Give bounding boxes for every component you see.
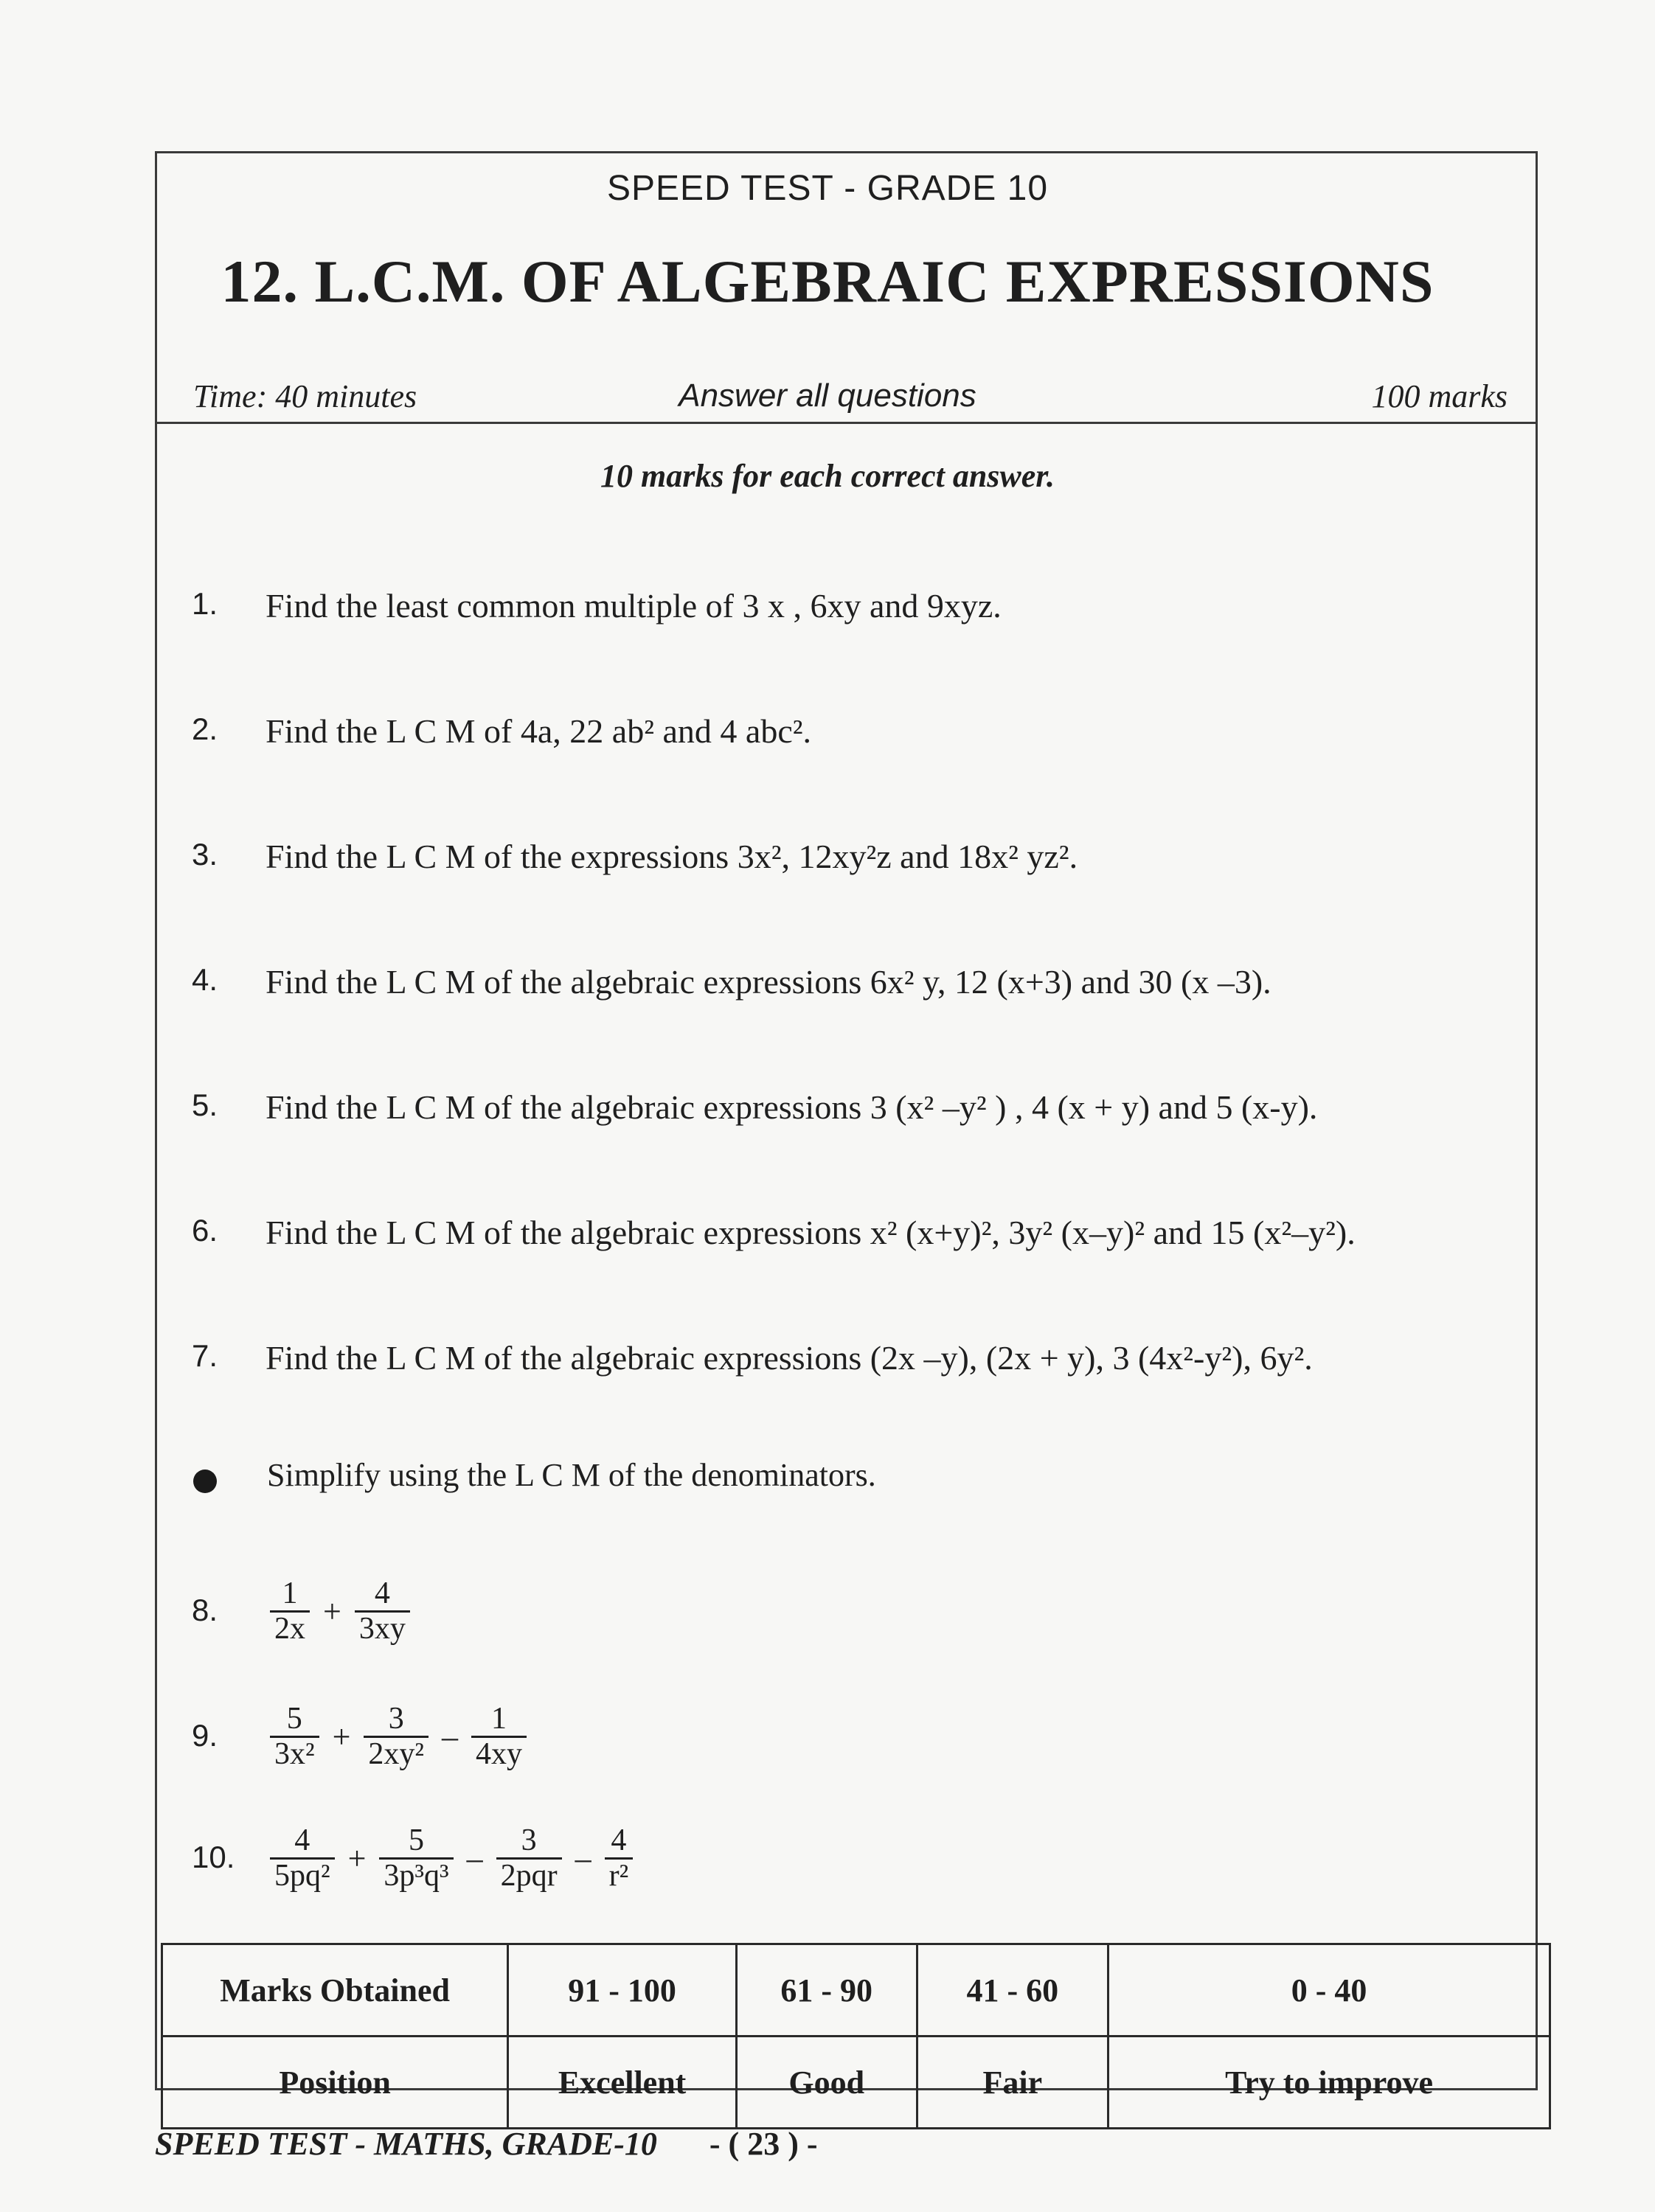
table-cell: Excellent <box>508 2037 737 2129</box>
table-row <box>162 1944 1550 2037</box>
fraction <box>379 1824 453 1891</box>
fraction <box>270 1577 310 1644</box>
simplify-heading-text: Simplify using the L C M of the denominators. <box>267 1457 876 1493</box>
table-cell: 41 - 60 <box>917 1944 1108 2037</box>
numerator: 1 <box>282 1576 298 1611</box>
denominator: 3xy <box>355 1610 410 1645</box>
question-number: 3. <box>192 837 218 872</box>
test-subtitle: SPEED TEST - GRADE 10 <box>606 169 1049 208</box>
table-cell: Position <box>162 2037 508 2129</box>
instruction: Answer all questions <box>679 378 976 414</box>
table-cell: 91 - 100 <box>508 1944 737 2037</box>
question-text: Find the L C M of the algebraic expressions 6x² y, 12 (x+3) and 30 (x –3). <box>266 963 1271 1001</box>
denominator: 2xy² <box>364 1736 429 1770</box>
time-limit: Time: 40 minutes <box>193 378 417 414</box>
page-footer <box>155 2125 818 2163</box>
numerator: 5 <box>286 1702 302 1736</box>
question-text: Find the L C M of the algebraic expressions (2x –y), (2x + y), 3 (4x²-y²), 6y². <box>266 1339 1313 1377</box>
page-number: - ( 23 ) - <box>709 2126 818 2162</box>
table-cell: Good <box>736 2037 917 2129</box>
denominator: 5pq² <box>270 1857 335 1892</box>
fraction <box>496 1824 562 1891</box>
fraction-expression <box>266 1696 531 1777</box>
question-number: 8. <box>192 1593 218 1627</box>
denominator: 2pqr <box>496 1857 562 1892</box>
question-number: 10. <box>192 1840 235 1874</box>
table-cell: Try to improve <box>1108 2037 1550 2129</box>
fraction <box>270 1824 335 1891</box>
question-number: 9. <box>192 1718 218 1753</box>
numerator: 3 <box>388 1702 404 1736</box>
fraction <box>605 1824 634 1891</box>
numerator: 4 <box>374 1576 390 1611</box>
denominator: r² <box>605 1857 634 1892</box>
fraction <box>471 1703 527 1770</box>
question-number: 4. <box>192 962 218 997</box>
total-marks: 100 marks <box>1371 378 1507 414</box>
fraction <box>270 1703 319 1770</box>
grading-table <box>161 1943 1551 2129</box>
question-text: Find the L C M of the algebraic expressions 3 (x² –y² ) , 4 (x + y) and 5 (x-y). <box>266 1088 1318 1126</box>
operator: + <box>323 1593 341 1630</box>
question-number: 5. <box>192 1088 218 1122</box>
table-cell: Marks Obtained <box>162 1944 508 2037</box>
question-number: 7. <box>192 1338 218 1373</box>
fraction-expression <box>266 1818 637 1899</box>
operator: – <box>442 1718 459 1755</box>
numerator: 5 <box>409 1823 425 1858</box>
page-title: 12. L.C.M. OF ALGEBRAIC EXPRESSIONS <box>221 248 1434 315</box>
question-text: Find the L C M of the algebraic expressions x² (x+y)², 3y² (x–y)² and 15 (x²–y²). <box>266 1214 1356 1251</box>
operator: – <box>466 1840 483 1877</box>
denominator: 3p³q³ <box>379 1857 453 1892</box>
bullet-icon <box>193 1470 217 1493</box>
fraction <box>364 1703 429 1770</box>
fraction-expression <box>266 1571 414 1652</box>
question-text: Find the L C M of the expressions 3x², 12xy²z and 18x² yz². <box>266 838 1078 875</box>
fraction <box>355 1577 410 1644</box>
table-row <box>162 2037 1550 2129</box>
footer-text: SPEED TEST - MATHS, GRADE-10 <box>155 2126 657 2162</box>
table-cell: 61 - 90 <box>736 1944 917 2037</box>
question-text: Find the L C M of 4a, 22 ab² and 4 abc². <box>266 712 812 750</box>
denominator: 3x² <box>270 1736 319 1770</box>
numerator: 4 <box>294 1823 310 1858</box>
question-number: 1. <box>192 586 218 621</box>
marks-note: 10 marks for each correct answer. <box>600 458 1055 494</box>
numerator: 3 <box>521 1823 537 1858</box>
question-number: 6. <box>192 1213 218 1248</box>
operator: + <box>332 1718 351 1755</box>
denominator: 2x <box>270 1610 310 1645</box>
operator: + <box>347 1840 367 1877</box>
denominator: 4xy <box>471 1736 527 1770</box>
operator: – <box>575 1840 591 1877</box>
question-text: Find the least common multiple of 3 x , 6xy and 9xyz. <box>266 587 1002 625</box>
numerator: 1 <box>491 1702 507 1736</box>
table-cell: Fair <box>917 2037 1108 2129</box>
numerator: 4 <box>611 1823 627 1858</box>
question-number: 2. <box>192 712 218 746</box>
header-divider <box>155 422 1538 424</box>
table-cell: 0 - 40 <box>1108 1944 1550 2037</box>
